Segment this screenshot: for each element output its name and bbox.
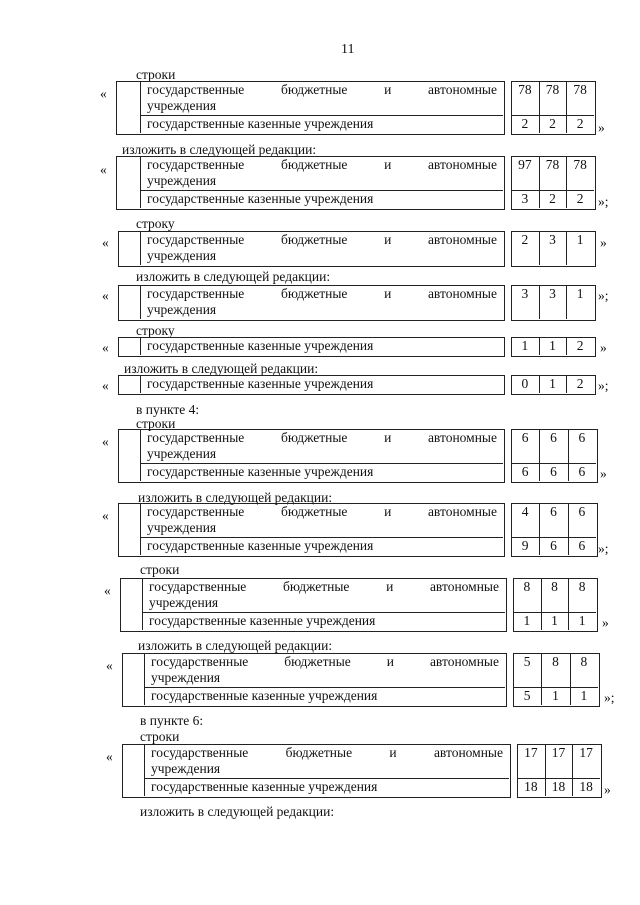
block-10-label-budget-line2: учреждения (151, 761, 221, 776)
block-5-close-quote: »; (598, 378, 609, 393)
instruction-text-3: изложить в следующей редакции: (136, 269, 331, 284)
block-6-close-quote: » (600, 466, 607, 481)
block-9-budget-value-1: 8 (552, 654, 559, 669)
block-10-kazen-value-2: 18 (579, 779, 593, 794)
block-10-budget-value-0: 17 (524, 745, 538, 760)
block-1-divider (140, 156, 141, 208)
block-0-label-kazen: государственные казенные учреждения (147, 116, 374, 131)
block-8-kazen-value-1: 1 (551, 613, 558, 628)
block-0-label-budget-line1: государственные бюджетные и автономные (147, 82, 497, 97)
block-2-close-quote: » (600, 235, 607, 250)
block-0-close-quote: » (598, 120, 605, 135)
block-9-budget-value-0: 5 (523, 654, 531, 669)
block-2-label-budget-line2: учреждения (147, 248, 217, 263)
block-10-label-kazen: государственные казенные учреждения (151, 779, 378, 794)
block-1-kazen-value-0: 3 (521, 191, 529, 206)
block-1-label-budget-line2: учреждения (147, 173, 217, 188)
block-5-kazen-value-0: 0 (521, 376, 529, 391)
block-1-open-quote: « (100, 162, 107, 177)
block-6-open-quote: « (102, 434, 109, 449)
block-6-budget-value-1: 6 (550, 430, 557, 445)
block-6-label-kazen: государственные казенные учреждения (147, 464, 374, 479)
block-1-close-quote: »; (598, 194, 609, 209)
block-4-label-kazen: государственные казенные учреждения (147, 338, 374, 353)
block-8-label-budget-line2: учреждения (149, 595, 219, 610)
block-10-kazen-value-0: 18 (524, 779, 538, 794)
block-4-divider (140, 337, 141, 355)
block-6-kazen-value-1: 6 (550, 464, 557, 479)
block-0-budget-value-2: 78 (573, 82, 587, 97)
block-5-kazen-value-2: 2 (576, 376, 584, 391)
block-3-budget-value-0: 3 (521, 286, 529, 301)
block-8-kazen-value-0: 1 (523, 613, 531, 628)
block-4-open-quote: « (102, 340, 109, 355)
block-10-kazen-value-1: 18 (551, 779, 566, 794)
block-0-budget-value-1: 78 (545, 82, 560, 97)
instruction-text-5: изложить в следующей редакции: (124, 361, 319, 376)
block-7-budget-value-0: 4 (521, 504, 529, 519)
block-1-label-budget-line1: государственные бюджетные и автономные (147, 157, 497, 172)
block-3-open-quote: « (102, 288, 109, 303)
block-4-kazen-value-0: 1 (521, 338, 529, 353)
block-2-divider (140, 231, 141, 265)
block-9-kazen-value-2: 1 (580, 688, 588, 703)
block-8-budget-value-2: 8 (578, 579, 586, 594)
block-6-divider (140, 429, 141, 481)
block-9-label-budget-line2: учреждения (151, 670, 221, 685)
block-0-kazen-value-1: 2 (549, 116, 556, 131)
instruction-text-13: изложить в следующей редакции: (140, 804, 335, 819)
instruction-text-4: строку (136, 323, 175, 338)
block-7-budget-value-1: 6 (550, 504, 557, 519)
block-8-label-kazen: государственные казенные учреждения (149, 613, 376, 628)
block-5-open-quote: « (102, 378, 109, 393)
block-0-label-budget-line2: учреждения (147, 98, 217, 113)
block-8-kazen-value-2: 1 (578, 613, 586, 628)
block-3-budget-value-2: 1 (576, 286, 584, 301)
instruction-text-1: изложить в следующей редакции: (122, 142, 317, 157)
instruction-text-9: строки (140, 562, 180, 577)
block-7-label-kazen: государственные казенные учреждения (147, 538, 374, 553)
block-2-label-budget-line1: государственные бюджетные и автономные (147, 232, 497, 247)
block-7-close-quote: »; (598, 541, 609, 556)
block-3-divider (140, 285, 141, 319)
block-10-label-budget-line1: государственные бюджетные и автономные (151, 745, 503, 760)
block-9-kazen-value-0: 5 (523, 688, 531, 703)
block-2-budget-value-2: 1 (576, 232, 584, 247)
block-6-kazen-value-0: 6 (521, 464, 529, 479)
block-5-divider (140, 375, 141, 393)
block-0-kazen-value-2: 2 (576, 116, 584, 131)
instruction-text-7: строки (136, 416, 176, 431)
block-7-kazen-value-2: 6 (578, 538, 586, 553)
block-3-budget-value-1: 3 (549, 286, 556, 301)
block-9-divider (144, 653, 145, 705)
block-2-budget-value-0: 2 (521, 232, 529, 247)
block-0-budget-value-0: 78 (518, 82, 532, 97)
block-9-kazen-value-1: 1 (552, 688, 559, 703)
instruction-text-2: строку (136, 216, 175, 231)
block-0-divider (140, 81, 141, 133)
instruction-text-0: строки (136, 67, 176, 82)
block-10-budget-value-2: 17 (579, 745, 593, 760)
block-0-kazen-value-0: 2 (521, 116, 529, 131)
block-8-label-budget-line1: государственные бюджетные и автономные (149, 579, 499, 594)
instruction-text-8: изложить в следующей редакции: (138, 490, 333, 505)
block-9-label-kazen: государственные казенные учреждения (151, 688, 378, 703)
block-8-divider (142, 578, 143, 630)
block-6-kazen-value-2: 6 (578, 464, 586, 479)
block-6-label-budget-line2: учреждения (147, 446, 217, 461)
page-number: 11 (341, 42, 355, 57)
block-4-kazen-value-1: 1 (549, 338, 556, 353)
block-1-kazen-value-2: 2 (576, 191, 584, 206)
block-3-close-quote: »; (598, 288, 609, 303)
block-1-budget-value-0: 97 (518, 157, 532, 172)
block-1-kazen-value-1: 2 (549, 191, 556, 206)
block-10-budget-value-1: 17 (551, 745, 566, 760)
instruction-text-6: в пункте 4: (136, 402, 200, 417)
block-10-close-quote: » (604, 782, 611, 797)
block-5-kazen-value-1: 1 (549, 376, 556, 391)
block-2-open-quote: « (102, 235, 109, 250)
block-9-open-quote: « (106, 658, 113, 673)
instruction-text-12: строки (140, 729, 180, 744)
block-7-budget-value-2: 6 (578, 504, 586, 519)
block-0-open-quote: « (100, 86, 107, 101)
block-3-label-budget-line1: государственные бюджетные и автономные (147, 286, 497, 301)
block-1-label-kazen: государственные казенные учреждения (147, 191, 374, 206)
block-4-kazen-value-2: 2 (576, 338, 584, 353)
instruction-text-10: изложить в следующей редакции: (138, 638, 333, 653)
block-2-budget-value-1: 3 (549, 232, 556, 247)
block-10-open-quote: « (106, 749, 113, 764)
block-8-budget-value-0: 8 (523, 579, 531, 594)
block-9-budget-value-2: 8 (580, 654, 588, 669)
block-8-close-quote: » (602, 615, 609, 630)
block-7-label-budget-line1: государственные бюджетные и автономные (147, 504, 497, 519)
block-6-budget-value-2: 6 (578, 430, 586, 445)
block-7-kazen-value-1: 6 (550, 538, 557, 553)
block-3-label-budget-line2: учреждения (147, 302, 217, 317)
block-8-open-quote: « (104, 583, 111, 598)
block-6-label-budget-line1: государственные бюджетные и автономные (147, 430, 497, 445)
instruction-text-11: в пункте 6: (140, 713, 204, 728)
block-7-divider (140, 503, 141, 555)
block-1-budget-value-2: 78 (573, 157, 587, 172)
block-8-budget-value-1: 8 (551, 579, 558, 594)
block-9-label-budget-line1: государственные бюджетные и автономные (151, 654, 499, 669)
block-6-budget-value-0: 6 (521, 430, 529, 445)
block-10-divider (144, 744, 145, 796)
block-7-label-budget-line2: учреждения (147, 520, 217, 535)
block-7-open-quote: « (102, 508, 109, 523)
block-7-kazen-value-0: 9 (521, 538, 529, 553)
block-4-close-quote: » (600, 340, 607, 355)
block-1-budget-value-1: 78 (545, 157, 560, 172)
block-5-label-kazen: государственные казенные учреждения (147, 376, 374, 391)
block-9-close-quote: »; (604, 690, 615, 705)
